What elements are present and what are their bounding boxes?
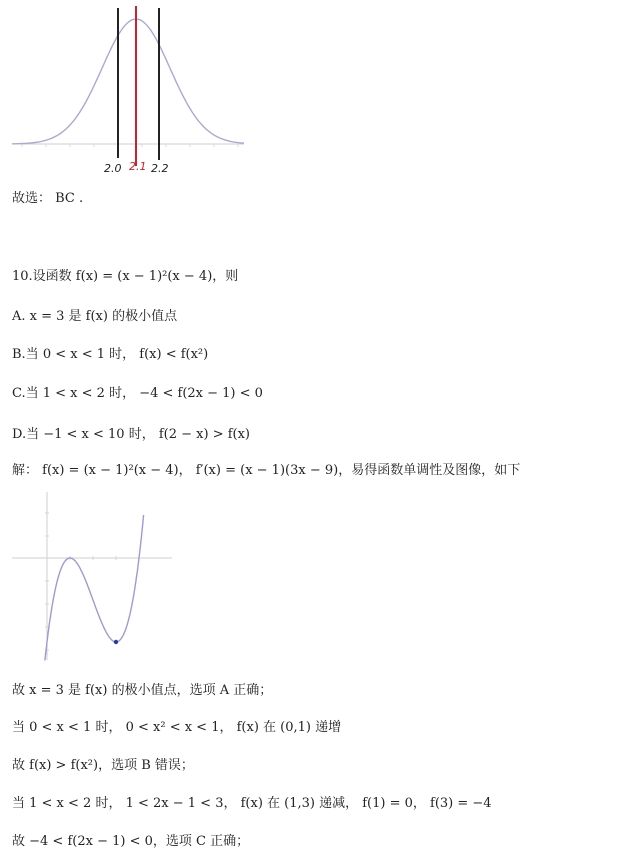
solution-step-2: 当 0 < x < 1 时， 0 < x² < x < 1， f(x) 在 (0,1) 递增 <box>12 720 342 735</box>
solution-step-3: 故 f(x) > f(x²)，选项 B 错误； <box>12 758 194 773</box>
axis-ticks <box>45 513 139 650</box>
label-2-1: 2.1 <box>129 160 147 173</box>
normal-curve <box>12 19 244 144</box>
option-d: D.当 −1 < x < 10 时， f(2 − x) > f(x) <box>12 427 250 442</box>
solution-step-4: 当 1 < x < 2 时， 1 < 2x − 1 < 3， f(x) 在 (1,3) 递减， f(1) = 0， f(3) = −4 <box>12 796 492 811</box>
local-minimum-point <box>114 640 118 644</box>
solution-intro: 解： f(x) = (x − 1)²(x − 4)， f′(x) = (x − 1)(3x − 9)，易得函数单调性及图像，如下 <box>12 463 521 478</box>
label-2-2: 2.2 <box>151 162 169 175</box>
option-c: C.当 1 < x < 2 时， −4 < f(2x − 1) < 0 <box>12 386 263 401</box>
option-b: B.当 0 < x < 1 时， f(x) < f(x²) <box>12 347 209 362</box>
option-a: A. x = 3 是 f(x) 的极小值点 <box>12 309 178 324</box>
question-stem: 10.设函数 f(x) = (x − 1)²(x − 4)，则 <box>12 269 239 284</box>
previous-answer: 故选： BC . <box>12 191 84 206</box>
cubic-function-figure <box>10 488 174 666</box>
label-2-0: 2.0 <box>104 162 122 175</box>
normal-distribution-figure <box>8 0 248 178</box>
solution-step-1: 故 x = 3 是 f(x) 的极小值点，选项 A 正确； <box>12 683 273 698</box>
solution-step-5: 故 −4 < f(2x − 1) < 0，选项 C 正确； <box>12 834 250 849</box>
cubic-curve <box>45 515 144 661</box>
